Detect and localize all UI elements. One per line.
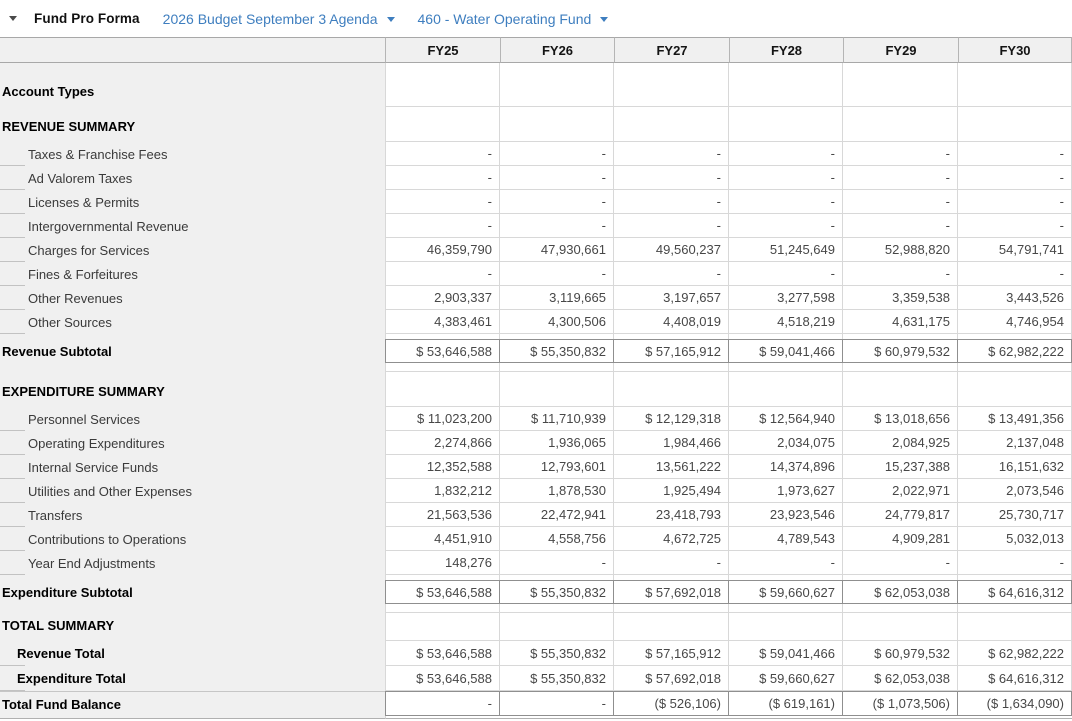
value-cell-fy27 [614,63,729,107]
value-cell-fy30: - [958,551,1072,575]
value-cell-fy27: 13,561,222 [614,455,729,479]
table-row-other-revenues [0,286,1072,310]
value-cell-fy30 [958,613,1072,641]
value-cell-fy25: - [385,142,500,166]
value-cell-fy25: $ 53,646,588 [385,580,500,604]
table-row-revenue-subtotal [0,339,1072,363]
value-cell-fy28: - [729,262,843,286]
value-cell-fy25: - [385,190,500,214]
value-cell-fy26: 1,878,530 [500,479,614,503]
table-row-expenditure-summary [0,372,1072,407]
row-label: Ad Valorem Taxes [0,166,385,190]
pro-forma-table [0,37,1072,719]
value-cell-fy28 [729,613,843,641]
row-label: Utilities and Other Expenses [0,479,385,503]
table-row-ad-valorem-taxes [0,166,1072,190]
value-cell-fy30: 3,443,526 [958,286,1072,310]
value-cell-fy27: $ 57,165,912 [614,641,729,666]
value-cell-fy28: 4,518,219 [729,310,843,334]
value-cell-fy29: 24,779,817 [843,503,958,527]
table-row-other-sources [0,310,1072,334]
value-cell-fy27 [614,107,729,142]
value-cell-fy29: - [843,142,958,166]
value-cell-fy29: 2,022,971 [843,479,958,503]
row-label: REVENUE SUMMARY [0,107,385,142]
value-cell-fy25: 2,274,866 [385,431,500,455]
chevron-down-icon [600,17,608,22]
value-cell-fy25: - [385,166,500,190]
spacer-cell [958,716,1072,719]
value-cell-fy30 [958,63,1072,107]
value-cell-fy27: - [614,214,729,238]
value-cell-fy29: 15,237,388 [843,455,958,479]
spacer-cell [385,604,500,613]
value-cell-fy28: ($ 619,161) [729,691,843,716]
budget-dropdown[interactable] [163,11,395,27]
value-cell-fy28: $ 59,041,466 [729,339,843,363]
value-cell-fy26: $ 55,350,832 [500,666,614,691]
value-cell-fy26: - [500,691,614,716]
value-cell-fy29: - [843,551,958,575]
table-row-taxes-franchise-fees [0,142,1072,166]
spacer-cell [729,716,843,719]
value-cell-fy26: - [500,190,614,214]
row-label: Expenditure Subtotal [0,580,385,604]
header-label-cell [0,37,385,63]
spacer-cell [729,604,843,613]
table-row-revenue-total [0,641,1072,666]
value-cell-fy25: 46,359,790 [385,238,500,262]
value-cell-fy30 [958,372,1072,407]
value-cell-fy30: 5,032,013 [958,527,1072,551]
value-cell-fy28 [729,372,843,407]
value-cell-fy26 [500,107,614,142]
value-cell-fy26: $ 11,710,939 [500,407,614,431]
value-cell-fy27: 1,984,466 [614,431,729,455]
spacer-cell [614,604,729,613]
row-label: Fines & Forfeitures [0,262,385,286]
table-body [0,63,1072,719]
spacer-label-cell [0,363,385,372]
spacer-cell [500,604,614,613]
value-cell-fy25 [385,613,500,641]
spacer-cell [843,363,958,372]
value-cell-fy29: - [843,166,958,190]
value-cell-fy27: 4,408,019 [614,310,729,334]
value-cell-fy25: 4,383,461 [385,310,500,334]
value-cell-fy25: - [385,262,500,286]
value-cell-fy27: - [614,166,729,190]
value-cell-fy30: 16,151,632 [958,455,1072,479]
column-header-fy28: FY28 [729,37,843,63]
row-label: Taxes & Franchise Fees [0,142,385,166]
value-cell-fy25: $ 53,646,588 [385,339,500,363]
value-cell-fy27: 1,925,494 [614,479,729,503]
value-cell-fy25: 1,832,212 [385,479,500,503]
table-row-operating-expenditures [0,431,1072,455]
value-cell-fy30: $ 62,982,222 [958,339,1072,363]
value-cell-fy27: - [614,262,729,286]
table-row-internal-service-funds [0,455,1072,479]
value-cell-fy28: 3,277,598 [729,286,843,310]
value-cell-fy26: 1,936,065 [500,431,614,455]
value-cell-fy28: $ 12,564,940 [729,407,843,431]
value-cell-fy29: 3,359,538 [843,286,958,310]
row-label: EXPENDITURE SUMMARY [0,372,385,407]
value-cell-fy29: $ 62,053,038 [843,666,958,691]
value-cell-fy28: 51,245,649 [729,238,843,262]
header-row [0,37,1072,63]
table-row-total-summary [0,613,1072,641]
value-cell-fy25: - [385,214,500,238]
value-cell-fy26: $ 55,350,832 [500,580,614,604]
value-cell-fy29: 4,631,175 [843,310,958,334]
spacer-cell [958,604,1072,613]
value-cell-fy29: - [843,262,958,286]
value-cell-fy28: 23,923,546 [729,503,843,527]
row-label: Revenue Subtotal [0,339,385,363]
table-row-year-end-adjustments [0,551,1072,575]
value-cell-fy27: 4,672,725 [614,527,729,551]
spacer-label-cell [0,716,385,719]
sp-after-row [0,604,1072,613]
value-cell-fy29 [843,372,958,407]
fund-dropdown[interactable] [418,11,609,27]
table-row-fines-forfeitures [0,262,1072,286]
row-label: Internal Service Funds [0,455,385,479]
value-cell-fy30: 2,073,546 [958,479,1072,503]
value-cell-fy27: - [614,190,729,214]
value-cell-fy30: 4,746,954 [958,310,1072,334]
sp-after-row [0,363,1072,372]
row-label: Personnel Services [0,407,385,431]
row-label: Transfers [0,503,385,527]
value-cell-fy30: 25,730,717 [958,503,1072,527]
row-label: TOTAL SUMMARY [0,613,385,641]
table-header [0,37,1072,63]
budget-dropdown-label: 2026 Budget September 3 Agenda [162,10,378,27]
value-cell-fy27: $ 57,692,018 [614,580,729,604]
value-cell-fy26: $ 55,350,832 [500,339,614,363]
value-cell-fy30: $ 64,616,312 [958,580,1072,604]
column-header-fy27: FY27 [614,37,729,63]
table-row-expenditure-total [0,666,1072,691]
row-label: Intergovernmental Revenue [0,214,385,238]
value-cell-fy27: - [614,142,729,166]
value-cell-fy25: - [385,691,500,716]
table-row-revenue-summary [0,107,1072,142]
value-cell-fy25: 2,903,337 [385,286,500,310]
row-label: Total Fund Balance [0,691,385,716]
value-cell-fy29 [843,107,958,142]
value-cell-fy28: - [729,142,843,166]
chevron-down-icon [387,17,395,22]
value-cell-fy29: - [843,190,958,214]
value-cell-fy28: - [729,190,843,214]
value-cell-fy27 [614,372,729,407]
spacer-cell [500,716,614,719]
value-cell-fy27: ($ 526,106) [614,691,729,716]
value-cell-fy29 [843,63,958,107]
value-cell-fy25 [385,372,500,407]
spacer-cell [729,363,843,372]
value-cell-fy29: 52,988,820 [843,238,958,262]
value-cell-fy28 [729,107,843,142]
value-cell-fy29 [843,613,958,641]
spacer-cell [385,716,500,719]
value-cell-fy28: - [729,166,843,190]
table-row-licenses-permits [0,190,1072,214]
value-cell-fy26: 47,930,661 [500,238,614,262]
value-cell-fy28: $ 59,041,466 [729,641,843,666]
value-cell-fy29: $ 60,979,532 [843,339,958,363]
value-cell-fy29: $ 62,053,038 [843,580,958,604]
value-cell-fy28: $ 59,660,627 [729,666,843,691]
value-cell-fy25: 4,451,910 [385,527,500,551]
value-cell-fy29: - [843,214,958,238]
value-cell-fy25: $ 53,646,588 [385,641,500,666]
value-cell-fy30: $ 62,982,222 [958,641,1072,666]
value-cell-fy28: 4,789,543 [729,527,843,551]
value-cell-fy26 [500,63,614,107]
row-label: Year End Adjustments [0,551,385,575]
value-cell-fy30: - [958,214,1072,238]
row-label: Operating Expenditures [0,431,385,455]
value-cell-fy30: - [958,166,1072,190]
column-header-fy25: FY25 [385,37,500,63]
value-cell-fy26: 12,793,601 [500,455,614,479]
value-cell-fy26: 22,472,941 [500,503,614,527]
value-cell-fy28 [729,63,843,107]
spacer-cell [614,716,729,719]
value-cell-fy28: - [729,214,843,238]
value-cell-fy27: 23,418,793 [614,503,729,527]
row-label: Licenses & Permits [0,190,385,214]
table-row-expenditure-subtotal [0,580,1072,604]
spacer-cell [385,363,500,372]
value-cell-fy29: ($ 1,073,506) [843,691,958,716]
value-cell-fy30 [958,107,1072,142]
toolbar [0,0,1072,37]
value-cell-fy26: - [500,214,614,238]
fund-dropdown-label: 460 - Water Operating Fund [417,10,592,27]
table-row-account-types [0,63,1072,107]
column-header-fy26: FY26 [500,37,614,63]
value-cell-fy25: 148,276 [385,551,500,575]
value-cell-fy30: ($ 1,634,090) [958,691,1072,716]
value-cell-fy25: 21,563,536 [385,503,500,527]
value-cell-fy27: 3,197,657 [614,286,729,310]
value-cell-fy30: - [958,262,1072,286]
column-header-fy29: FY29 [843,37,958,63]
spacer-label-cell [0,604,385,613]
row-label: Expenditure Total [0,666,385,691]
value-cell-fy29: $ 13,018,656 [843,407,958,431]
value-cell-fy25 [385,107,500,142]
value-cell-fy30: 2,137,048 [958,431,1072,455]
row-label: Charges for Services [0,238,385,262]
row-label: Account Types [0,63,385,107]
value-cell-fy30: $ 64,616,312 [958,666,1072,691]
value-cell-fy26 [500,613,614,641]
value-cell-fy26: - [500,166,614,190]
column-header-fy30: FY30 [958,37,1072,63]
table-row-transfers [0,503,1072,527]
value-cell-fy29: 2,084,925 [843,431,958,455]
value-cell-fy27: $ 12,129,318 [614,407,729,431]
table-row-contributions-to-operations [0,527,1072,551]
table-row-utilities-and-other-expenses [0,479,1072,503]
value-cell-fy28: - [729,551,843,575]
value-cell-fy29: 4,909,281 [843,527,958,551]
value-cell-fy26: 4,558,756 [500,527,614,551]
value-cell-fy26: - [500,551,614,575]
value-cell-fy27: 49,560,237 [614,238,729,262]
value-cell-fy25: $ 11,023,200 [385,407,500,431]
value-cell-fy28: 1,973,627 [729,479,843,503]
value-cell-fy26: 3,119,665 [500,286,614,310]
table-row-intergovernmental-revenue [0,214,1072,238]
value-cell-fy27: $ 57,165,912 [614,339,729,363]
spacer-cell [500,363,614,372]
value-cell-fy26: - [500,262,614,286]
value-cell-fy26: 4,300,506 [500,310,614,334]
bottomline-row [0,716,1072,719]
value-cell-fy30: 54,791,741 [958,238,1072,262]
value-cell-fy25 [385,63,500,107]
value-cell-fy30: - [958,142,1072,166]
value-cell-fy25: 12,352,588 [385,455,500,479]
row-label: Other Revenues [0,286,385,310]
value-cell-fy27: $ 57,692,018 [614,666,729,691]
spacer-cell [958,363,1072,372]
value-cell-fy28: 14,374,896 [729,455,843,479]
value-cell-fy26: $ 55,350,832 [500,641,614,666]
page-title: Fund Pro Forma [34,11,140,26]
row-label: Other Sources [0,310,385,334]
value-cell-fy26: - [500,142,614,166]
value-cell-fy25: $ 53,646,588 [385,666,500,691]
row-label: Contributions to Operations [0,527,385,551]
row-label: Revenue Total [0,641,385,666]
spacer-cell [843,604,958,613]
collapse-section-icon[interactable] [9,16,17,21]
spacer-cell [614,363,729,372]
table-row-personnel-services [0,407,1072,431]
value-cell-fy30: $ 13,491,356 [958,407,1072,431]
spacer-cell [843,716,958,719]
value-cell-fy29: $ 60,979,532 [843,641,958,666]
value-cell-fy27: - [614,551,729,575]
value-cell-fy30: - [958,190,1072,214]
value-cell-fy27 [614,613,729,641]
table-row-charges-for-services [0,238,1072,262]
table-row-total-fund-balance [0,691,1072,716]
value-cell-fy26 [500,372,614,407]
value-cell-fy28: 2,034,075 [729,431,843,455]
value-cell-fy28: $ 59,660,627 [729,580,843,604]
